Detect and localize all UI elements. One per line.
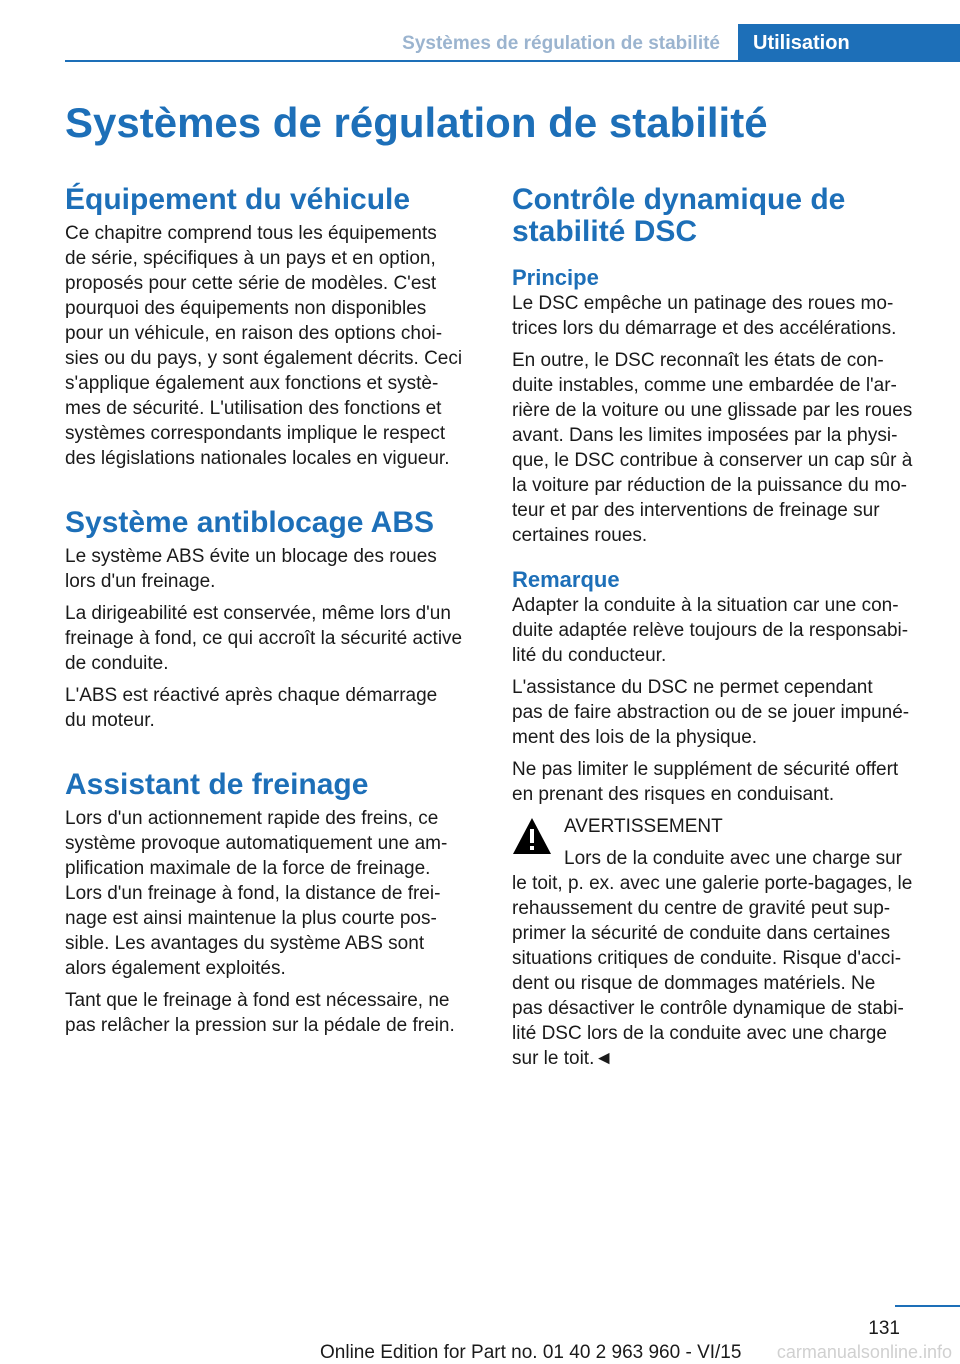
watermark: carmanualsonline.info bbox=[776, 1342, 952, 1362]
principe-paragraph-1: Le DSC empêche un patinage des roues mo‐ trices lors du démarrage et des accélérations. bbox=[512, 293, 897, 339]
footer-edition-text: Online Edition for Part no. 01 40 2 963 960 - VI/15 bbox=[320, 1342, 742, 1363]
abs-paragraph-1: Le système ABS évite un blocage des roues lors d'un freinage. bbox=[65, 546, 437, 592]
assistant-paragraph-2: Tant que le freinage à fond est nécessaire, ne pas relâcher la pression sur la pédale de frein. bbox=[65, 990, 455, 1036]
page-title: Systèmes de régulation de stabilité bbox=[65, 99, 768, 146]
assistant-paragraph-1: Lors d'un actionnement rapide des freins, ce système provoque automatiquement une am‐ plification maximale de la force de freinage. Lors d'un freinage à fond, la distance de frei‐ nage est ainsi maintenue la plus courte pos‐ sible. Les avantages du système ABS sont alors également exploités. bbox=[65, 808, 448, 979]
subsection-title-remarque: Remarque bbox=[512, 567, 620, 592]
left-column bbox=[65, 184, 483, 1045]
warning-label: AVERTISSEMENT bbox=[564, 816, 723, 837]
remarque-paragraph-1: Adapter la conduite à la situation car une con‐ duite adaptée relève toujours de la responsabi‐ lité du conducteur. bbox=[512, 595, 909, 666]
footer-rule bbox=[895, 1305, 960, 1307]
abs-paragraph-2: La dirigeabilité est conservée, même lors d'un freinage à fond, ce qui accroît la sécurité active de conduite. bbox=[65, 603, 463, 674]
header-rule bbox=[65, 60, 960, 62]
section-title-assistant: Assistant de freinage bbox=[65, 768, 369, 801]
section-title-equipement: Équipement du véhicule bbox=[65, 183, 411, 216]
header-chapter-tab: Utilisation bbox=[738, 24, 960, 62]
principe-paragraph-2: En outre, le DSC reconnaît les états de con‐ duite instables, comme une embardée de l'ar‐ rière de la voiture ou une glissade par les roues avant. Dans les limites imposées par la physi‐ que, le DSC contribue à conserver un cap sûr à la voiture par réduction de la puissance du mo‐ teur et par des interventions de freinage sur certaines roues. bbox=[512, 350, 913, 546]
header-section-title: Systèmes de régulation de stabilité bbox=[402, 33, 720, 54]
warning-block bbox=[512, 814, 930, 871]
remarque-paragraph-3: Ne pas limiter le supplément de sécurité offert en prenant des risques en conduisant. bbox=[512, 759, 899, 805]
warning-text: le toit, p. ex. avec une galerie porte-bagages, le rehaussement du centre de gravité peut sup‐ primer la sécurité de conduite dans certaines situations critiques de conduite. Risque d'acci‐ dent ou risque de dommages matériels. Ne pas désactiver le contrôle dynamique de stabi‐ lité DSC lors de la conduite avec une charge sur le toit.◄ bbox=[512, 873, 913, 1069]
subsection-title-principe: Principe bbox=[512, 265, 599, 290]
warning-triangle-icon bbox=[512, 817, 552, 855]
abs-paragraph-3: L'ABS est réactivé après chaque démarrage du moteur. bbox=[65, 685, 438, 731]
section-title-dsc: Contrôle dynamique de stabilité DSC bbox=[512, 183, 846, 248]
remarque-paragraph-2: L'assistance du DSC ne permet cependant pas de faire abstraction ou de se jouer impuné‐ ment des lois de la physique. bbox=[512, 677, 910, 748]
page-number: 131 bbox=[868, 1318, 900, 1339]
warning-first-line: Lors de la conduite avec une charge sur bbox=[564, 848, 902, 869]
section-text-equipement: Ce chapitre comprend tous les équipements de série, spécifiques à un pays et en option, proposés pour cette série de modèles. C'est pourquoi des équipements non disponibles pour un véhicule, en raison des options choi‐ sies ou du pays, y sont également décrits. Ceci s'applique également aux fonctions et systè‐ mes de sécurité. L'utilisation des fonctions et systèmes correspondants implique le respect des législations nationales locales en vigueur. bbox=[65, 223, 463, 469]
right-column bbox=[512, 184, 930, 1078]
section-title-abs: Système antiblocage ABS bbox=[65, 506, 435, 539]
